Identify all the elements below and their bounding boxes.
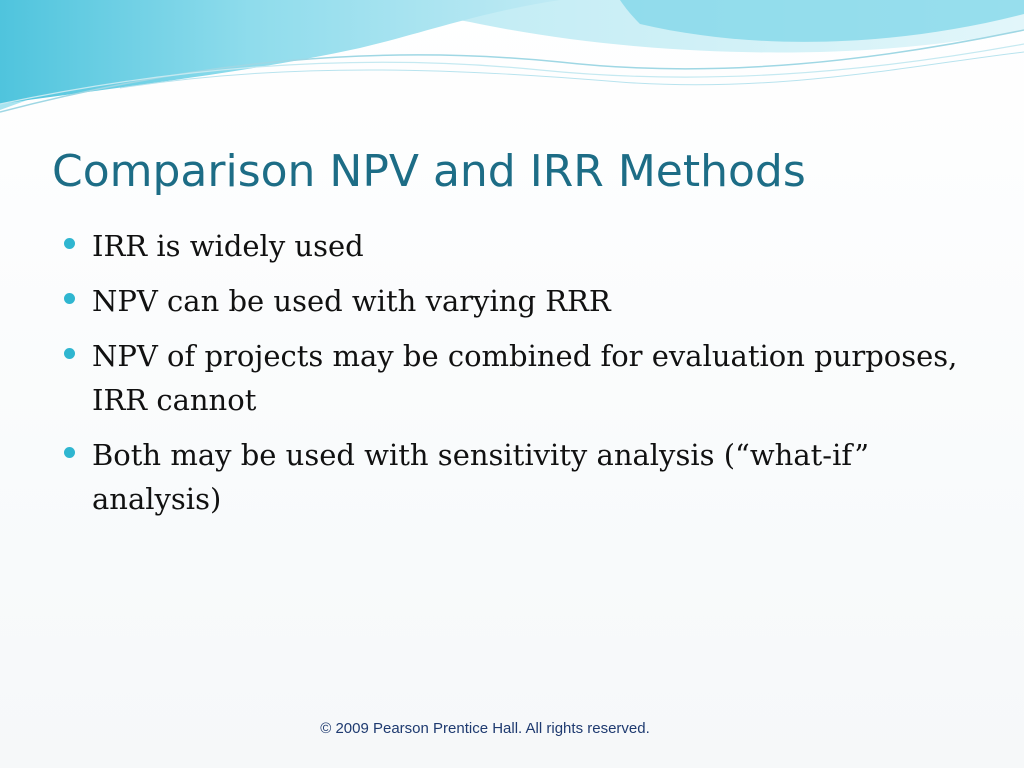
bullet-dot-icon [64,447,75,458]
bullet-text: IRR is widely used [92,229,364,263]
bullet-dot-icon [64,348,75,359]
copyright-footer: © 2009 Pearson Prentice Hall. All rights reserved. [320,720,650,737]
bullet-text: NPV of projects may be combined for evaluation purposes, IRR cannot [92,339,958,417]
bullet-dot-icon [64,293,75,304]
bullet-item [62,433,962,521]
bullet-text: NPV can be used with varying RRR [92,284,611,318]
bullet-item [62,224,962,268]
bullet-list [62,224,962,532]
bullet-dot-icon [64,238,75,249]
bullet-text: Both may be used with sensitivity analysis (“what-if” analysis) [92,438,870,516]
slide-title: Comparison NPV and IRR Methods [52,146,806,197]
bullet-item [62,279,962,323]
bullet-item [62,334,962,422]
decorative-wave-banner [0,0,1024,130]
